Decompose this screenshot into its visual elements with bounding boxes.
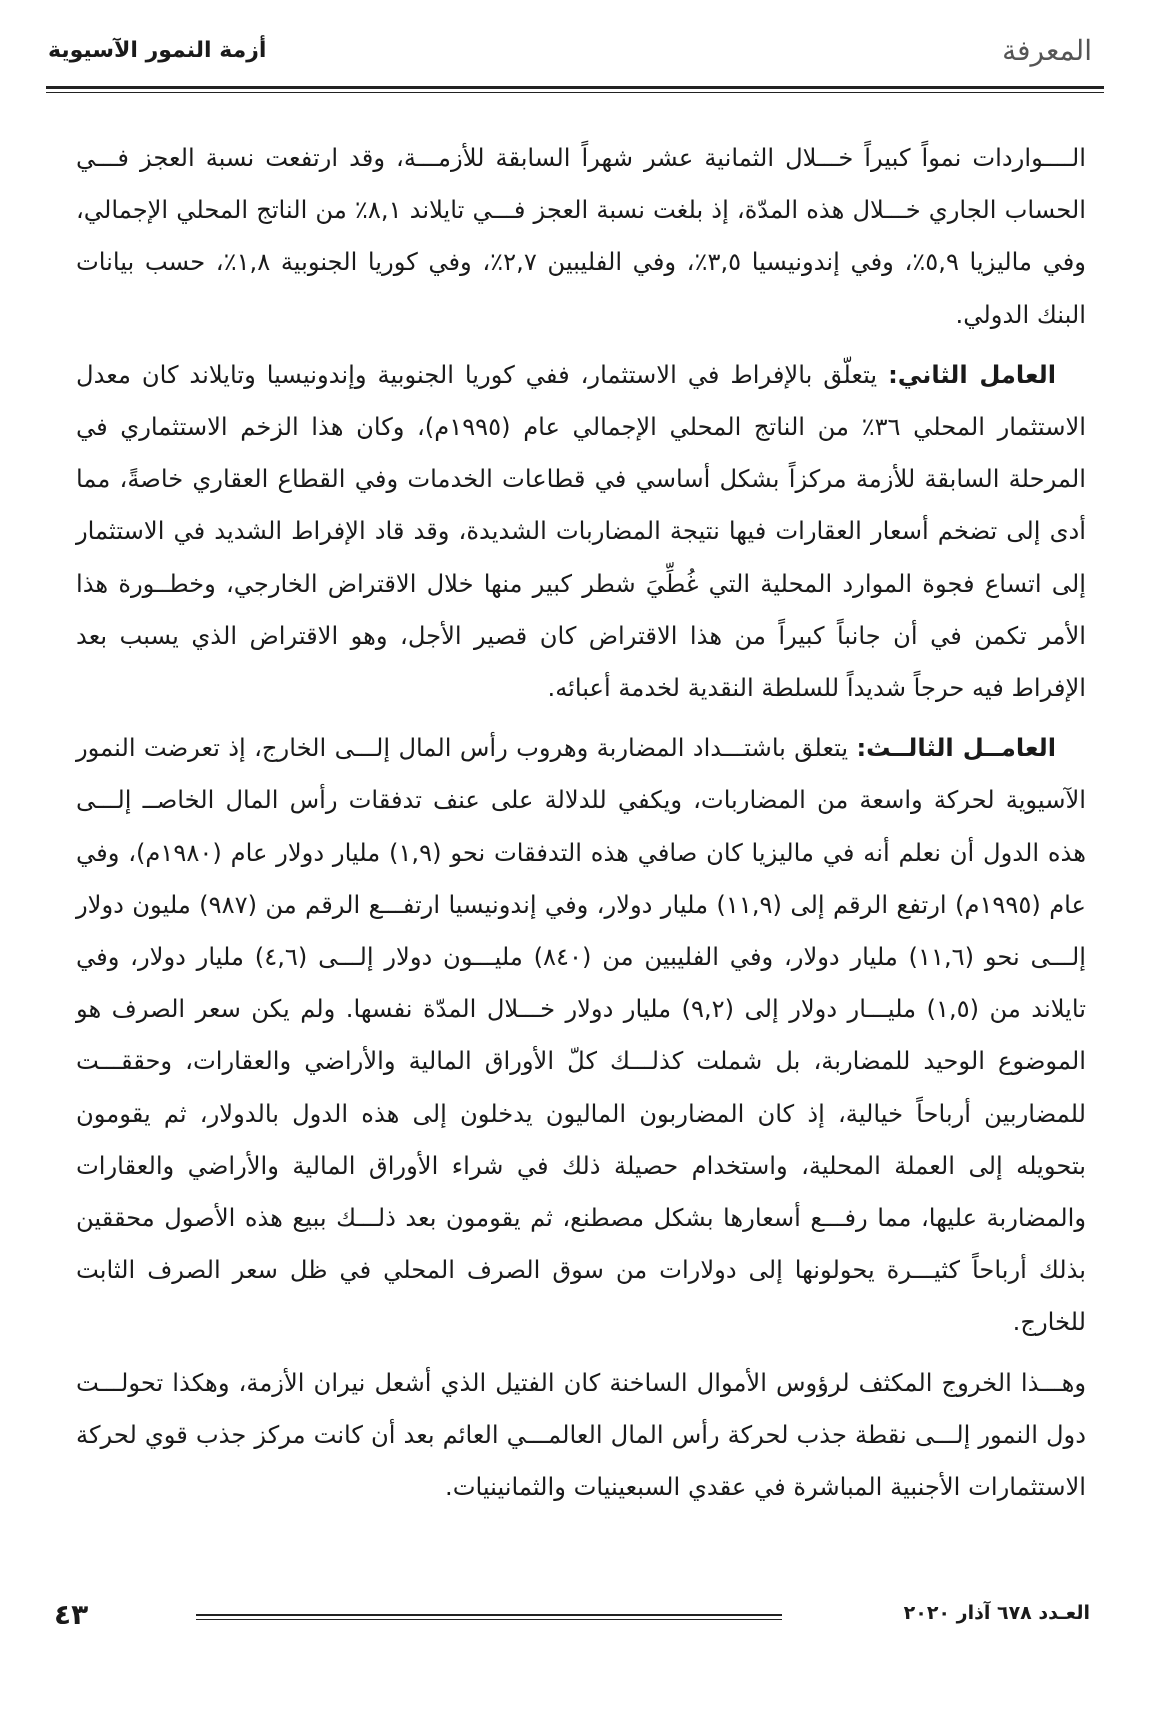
paragraph-3 [76, 722, 1086, 1348]
page-number: ٤٣ [54, 1598, 89, 1631]
factor-heading: العامل الثاني: [888, 360, 1057, 389]
issue-info: العـدد ٦٧٨ آذار ٢٠٢٠ [903, 1602, 1090, 1624]
paragraph-text: الــــواردات نمواً كبيراً خـــلال الثمانية عشر شهراً السابقة للأزمـــة، وقد ارتفعت نسبة العجز فـــي الحساب الجاري خـــلال هذه المدّة، إذ بلغت نسبة العجز فـــي تايلاند ٨,١٪ من الناتج المحلي الإجمالي، وفي ماليزيا ٥,٩٪، وفي إندونيسيا ٣,٥٪، وفي الفليبين ٢,٧٪، وفي كوريا الجنوبية ١,٨٪، حسب بيانات البنك الدولي. [76, 144, 1086, 329]
paragraph-text: وهـــذا الخروج المكثف لرؤوس الأموال الساخنة كان الفتيل الذي أشعل نيران الأزمة، وهكذا تحولـــت دول النمور إلـــى نقطة جذب لحركة رأس المال العالمـــي العائم بعد أن كانت مركز جذب قوي لحركة الاستثمارات الأجنبية المباشرة في عقدي السبعينيات والثمانينيات. [76, 1368, 1086, 1502]
header-divider [46, 86, 1104, 89]
paragraph-1 [76, 132, 1086, 341]
footer-divider-thin [196, 1619, 782, 1620]
article-body [76, 132, 1086, 1521]
paragraph-text: يتعلّق بالإفراط في الاستثمار، ففي كوريا الجنوبية وإندونيسيا وتايلاند كان معدل الاستثمار المحلي ٣٦٪ من الناتج المحلي الإجمالي عام (١٩٩٥م)، وكان هذا الزخم الاستثماري في المرحلة السابقة للأزمة مركزاً بشكل أساسي في قطاعات الخدمات وفي القطاع العقاري خاصةً، مما أدى إلى تضخم أسعار العقارات فيها نتيجة المضاربات الشديدة، وقد قاد الإفراط الشديد في الاستثمار إلى اتساع فجوة الموارد المحلية التي غُطِّيَ شطر كبير منها خلال الاقتراض الخارجي، وخطــورة هذا الأمر تكمن في أن جانباً كبيراً من هذا الاقتراض كان قصير الأجل، وهو الاقتراض الذي يسبب بعد الإفراط فيه حرجاً شديداً للسلطة النقدية لخدمة أعبائه. [76, 360, 1086, 703]
factor-heading: العامــل الثالــث: [856, 734, 1056, 763]
paragraph-2 [76, 349, 1086, 714]
footer-divider [196, 1614, 782, 1616]
magazine-logo: المعرفة [1002, 34, 1092, 67]
running-header-title: أزمة النمور الآسيوية [48, 38, 267, 63]
paragraph-4 [76, 1357, 1086, 1514]
header-divider-thin [46, 92, 1104, 93]
paragraph-text: يتعلق باشتـــداد المضاربة وهروب رأس المال إلـــى الخارج، إذ تعرضت النمور الآسيوية لحركة واسعة من المضاربات، ويكفي للدلالة على عنف تدفقات رأس المال الخاصــ إلـــى هذه الدول أن نعلم أنه في ماليزيا كان صافي هذه التدفقات نحو (١,٩) مليار دولار عام (١٩٨٠م)، وفي عام (١٩٩٥م) ارتفع الرقم إلى (١١,٩) مليار دولار، وفي إندونيسيا ارتفـــع الرقم من (٩٨٧) مليون دولار إلـــى نحو (١١,٦) مليار دولار، وفي الفليبين من (٨٤٠) مليـــون دولار إلـــى (٤,٦) مليار دولار، وفي تايلاند من (١,٥) مليـــار دولار إلى (٩,٢) مليار دولار خـــلال المدّة نفسها. ولم يكن سعر الصرف هو الموضوع الوحيد للمضاربة، بل شملت كذلـــك كلّ الأوراق المالية والأراضي والعقارات، وحققـــت للمضاربين أرباحاً خيالية، إذ كان المضاربون الماليون يدخلون إلى هذه الدول بالدولار، ثم يقومون بتحويله إلى العملة المحلية، واستخدام حصيلة ذلك في شراء الأوراق المالية والأراضي والعقارات والمضاربة عليها، مما رفـــع أسعارها بشكل مصطنع، ثم يقومون بعد ذلـــك ببيع هذه الأصول محققين بذلك أرباحاً كثيـــرة يحولونها إلى دولارات من سوق الصرف المحلي في ظل سعر الصرف الثابت للخارج. [76, 734, 1086, 1337]
